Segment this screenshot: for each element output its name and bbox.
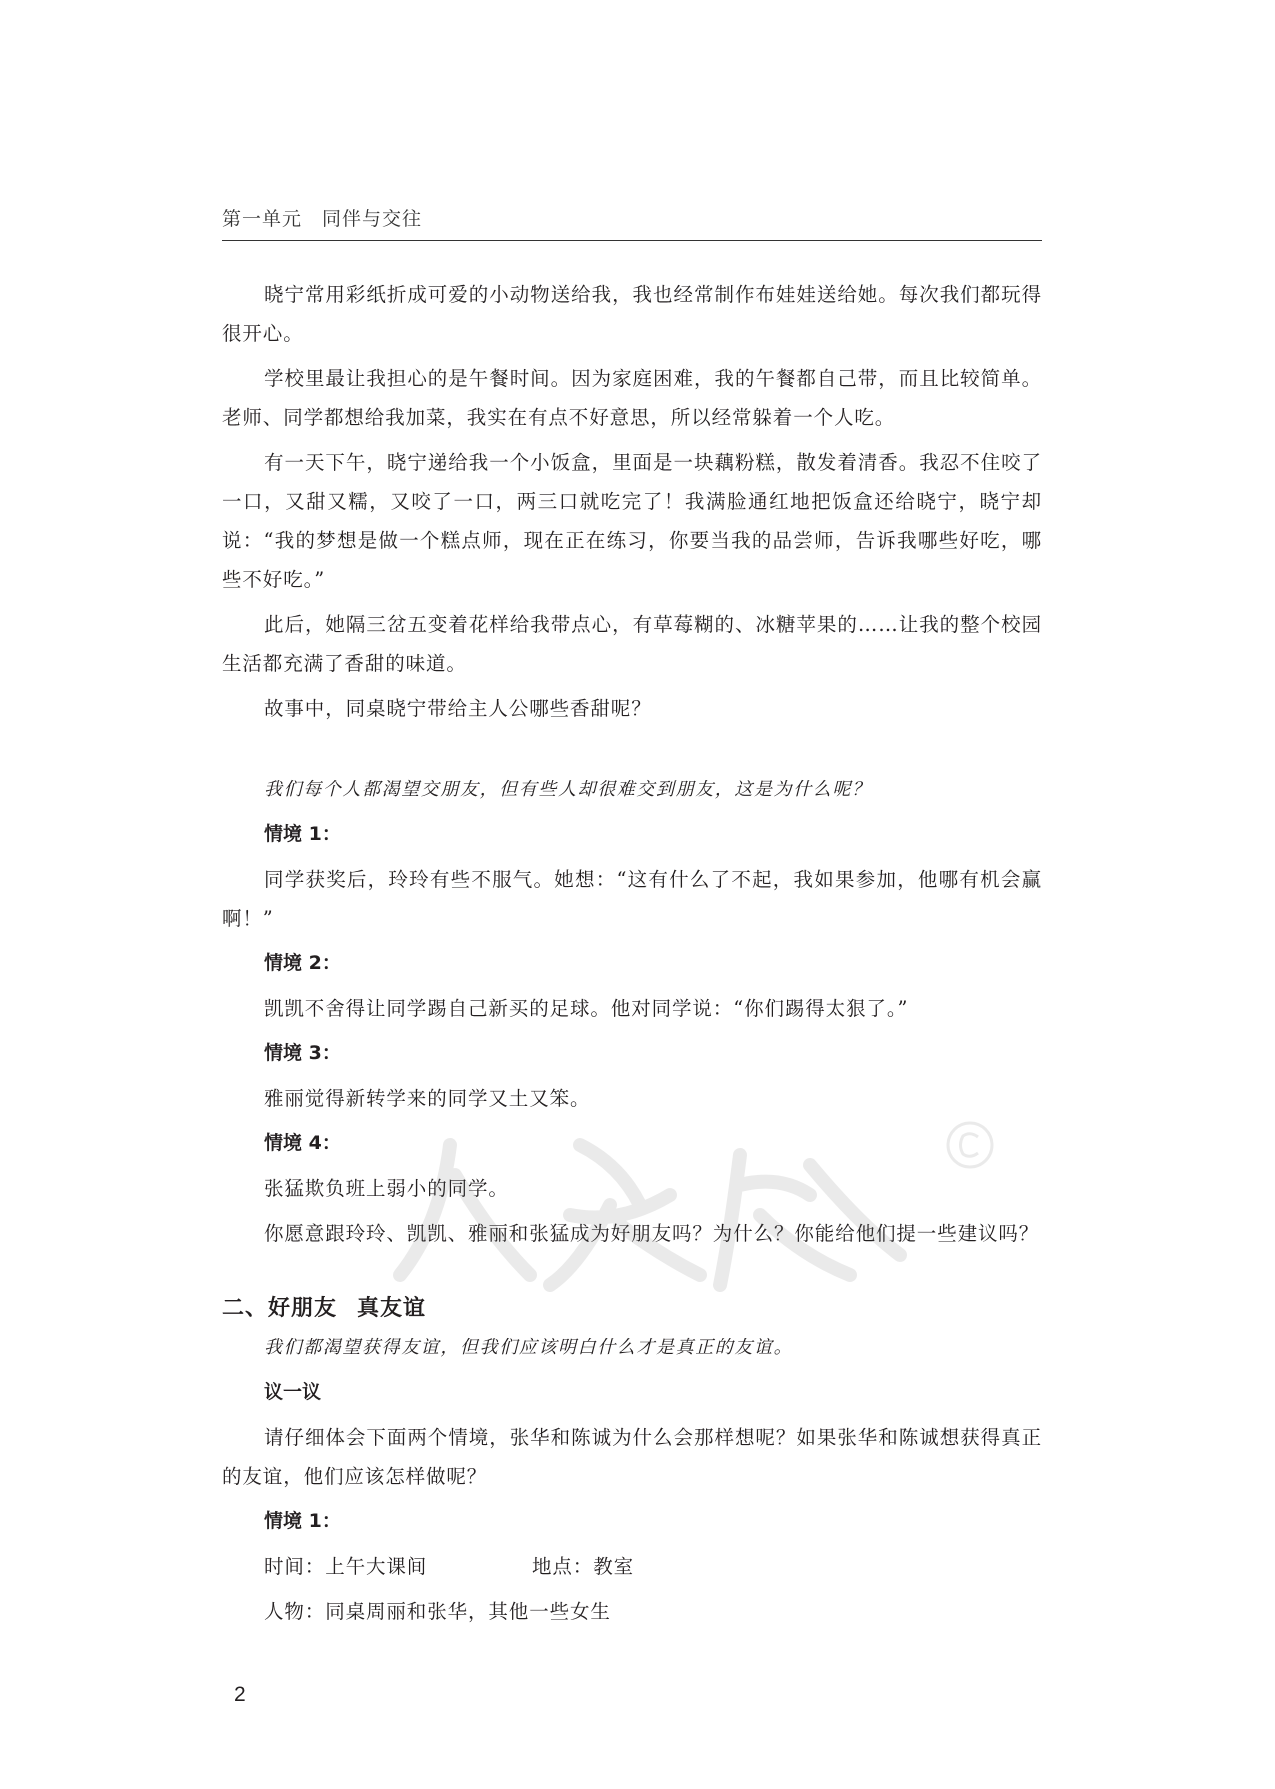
activity-label: 议一议 [264, 1381, 322, 1403]
publisher-watermark [380, 1105, 1000, 1305]
situation-label: 情境 3： [264, 1042, 341, 1064]
situation-label: 情境 1： [264, 823, 341, 845]
situation-label: 情境 4： [264, 1132, 341, 1154]
page-content [222, 275, 1042, 1637]
story-paragraph: 学校里最让我担心的是午餐时间。因为家庭困难，我的午餐都自己带，而且比较简单。老师、同学都想给我加菜，我实在有点不好意思，所以经常躲着一个人吃。 [222, 367, 1042, 429]
story-paragraph: 晓宁常用彩纸折成可爱的小动物送给我，我也经常制作布娃娃送给她。每次我们都玩得很开心。 [222, 283, 1042, 345]
part1-question: 你愿意跟玲玲、凯凯、雅丽和张猛成为好朋友吗？为什么？你能给他们提一些建议吗？ [264, 1222, 1040, 1245]
unit-title: 第一单元 同伴与交往 [222, 208, 423, 230]
situation-text: 张猛欺负班上弱小的同学。 [264, 1177, 509, 1200]
situation-label: 情境 2： [264, 952, 341, 974]
page-number: 2 [234, 1683, 246, 1706]
situation-label: 情境 1： [264, 1510, 341, 1532]
situation-text: 雅丽觉得新转学来的同学又土又笨。 [264, 1087, 591, 1110]
people-text: 人物：同桌周丽和张华，其他一些女生 [264, 1600, 611, 1623]
time-text: 时间：上午大课间 [264, 1555, 428, 1578]
situation-text: 同学获奖后，玲玲有些不服气。她想：“这有什么了不起，我如果参加，他哪有机会赢啊！” [222, 868, 1042, 930]
section-title-part-a: 二、好朋友 [222, 1296, 338, 1321]
story-paragraph: 此后，她隔三岔五变着花样给我带点心，有草莓糊的、冰糖苹果的……让我的整个校园生活都充满了香甜的味道。 [222, 613, 1042, 675]
time-place-row [222, 1547, 1042, 1586]
part1-lead: 我们每个人都渴望交朋友，但有些人却很难交到朋友，这是为什么呢？ [264, 779, 872, 800]
section-lead: 我们都渴望获得友谊，但我们应该明白什么才是真正的友谊。 [264, 1337, 794, 1358]
situation-text: 凯凯不舍得让同学踢自己新买的足球。他对同学说：“你们踢得太狠了。” [264, 997, 909, 1020]
story-paragraph: 有一天下午，晓宁递给我一个小饭盒，里面是一块藕粉糕，散发着清香。我忍不住咬了一口，又甜又糯，又咬了一口，两三口就吃完了！我满脸通红地把饭盒还给晓宁，晓宁却说：“我的梦想是做一个糕点师，现在正在练习，你要当我的品尝师，告诉我哪些好吃，哪些不好吃。” [222, 451, 1042, 591]
story-question: 故事中，同桌晓宁带给主人公哪些香甜呢？ [264, 697, 652, 720]
section-title-part-b: 真友谊 [357, 1296, 427, 1321]
place-text: 地点：教室 [532, 1555, 635, 1578]
page-header [222, 204, 1042, 241]
activity-prompt: 请仔细体会下面两个情境，张华和陈诚为什么会那样想呢？如果张华和陈诚想获得真正的友谊，他们应该怎样做呢？ [222, 1426, 1042, 1488]
